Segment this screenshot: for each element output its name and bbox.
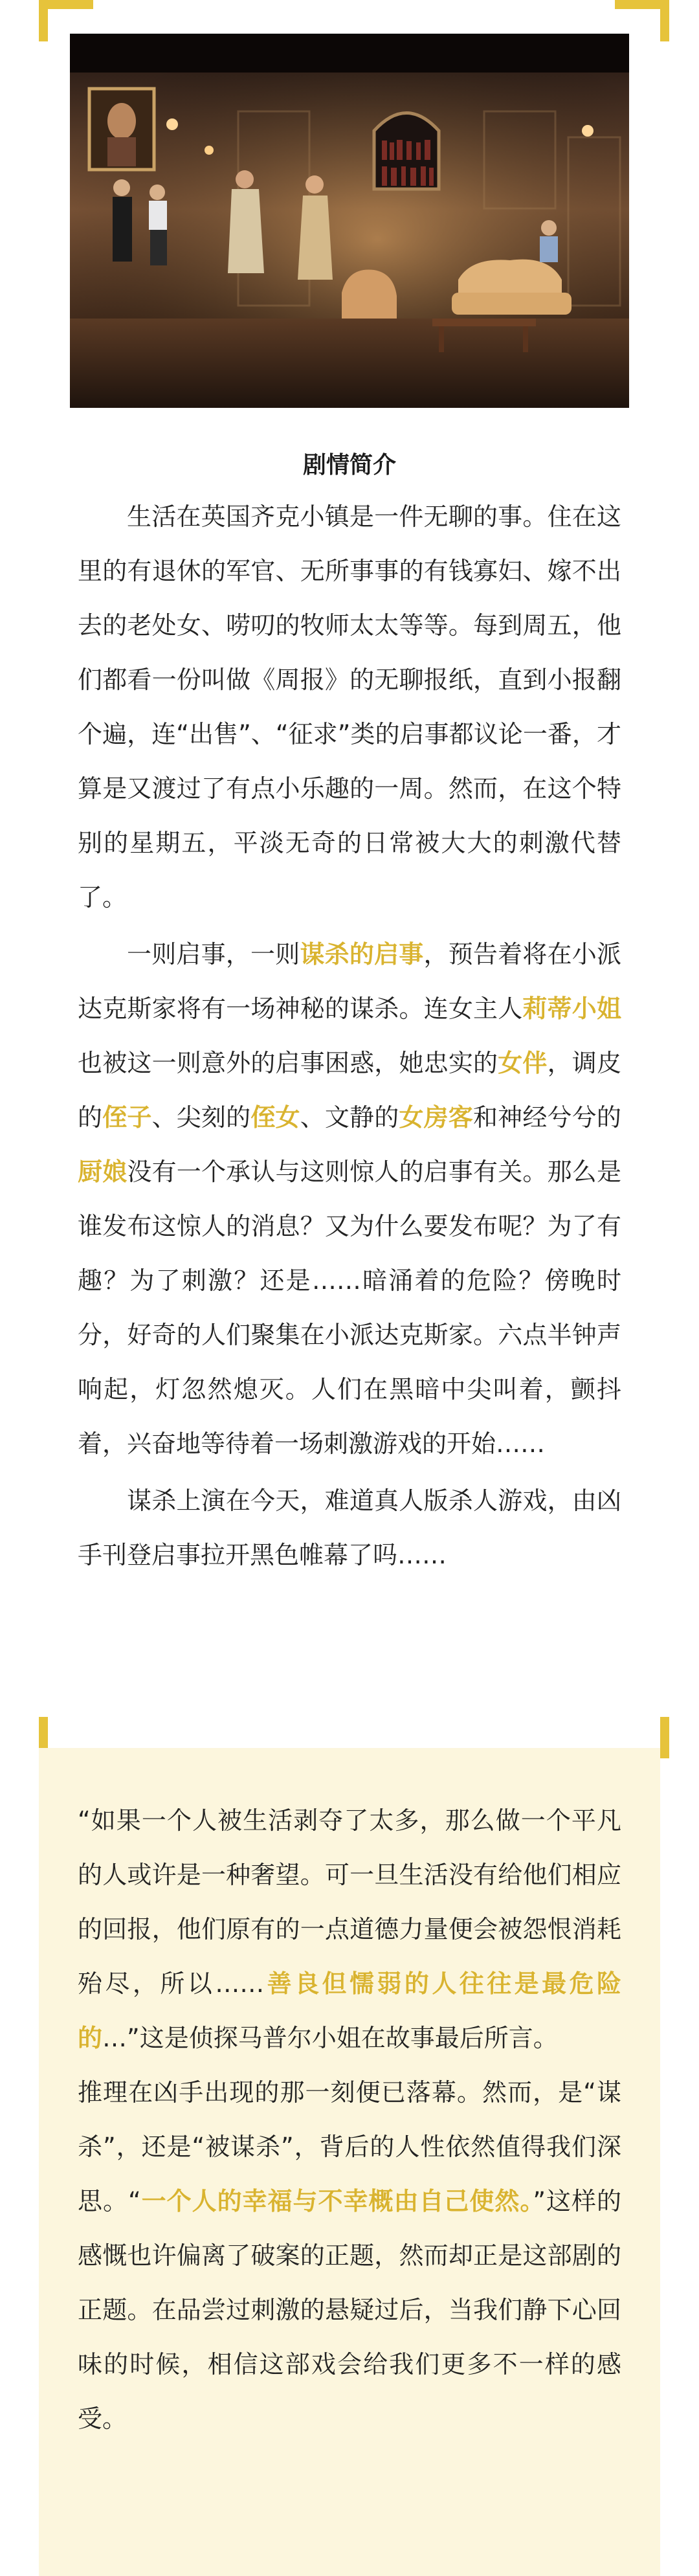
text-run: 没有一个承认与这则惊人的启事有关。那么是谁发布这惊人的消息？又为什么要发布呢？为了有趣？为了刺激？还是……暗涌着的危险？傍晚时分，好奇的人们聚集在小派达克斯家。六点半钟声响起，灯忽然熄灭。人们在黑暗中尖叫着，颤抖着，兴奋地等待着一场刺激游戏的开始…… xyxy=(78,1158,621,1458)
text-run: 和神经兮兮的 xyxy=(473,1103,621,1132)
synopsis-paragraph-3: 谋杀上演在今天，难道真人版杀人游戏，由凶手刊登启事拉开黑色帷幕了吗…… xyxy=(78,1486,621,1569)
section-heading: 剧情简介 xyxy=(302,452,396,478)
text-run: 一则启事，一则 xyxy=(127,940,300,969)
highlight-run: 厨娘 xyxy=(78,1158,128,1186)
text-run: 推理在凶手出现的那一刻便已落幕。然而，是“谋杀”，还是“被谋杀”，背后的人性依然值得我们深思。“ xyxy=(78,2078,621,2215)
synopsis-text xyxy=(78,489,621,1582)
highlight-run: 女伴 xyxy=(498,1049,548,1077)
highlight-run: 侄子 xyxy=(102,1103,152,1132)
review-text xyxy=(78,1793,621,2446)
text-run: …”这是侦探马普尔小姐在故事最后所言。 xyxy=(102,2024,558,2052)
text-run: 、尖刻的 xyxy=(151,1103,251,1132)
highlight-run: 善良但懦弱的人往往是最危险的 xyxy=(78,1969,621,2052)
text-run: 、文静的 xyxy=(300,1103,399,1132)
stage-photo xyxy=(70,34,629,408)
review-paragraph-2 xyxy=(78,2065,621,2446)
text-run: “如果一个人被生活剥夺了太多，那么做一个平凡的人或许是一种奢望。可一旦生活没有给他们相应的回报，他们原有的一点道德力量便会被怨恨消耗殆尽，所以…… xyxy=(78,1806,621,1998)
text-run: 也被这一则意外的启事困惑，她忠实的 xyxy=(78,1049,498,1077)
text-run: ，调皮的 xyxy=(78,1049,621,1132)
highlight-run: 一个人的幸福与不幸概由自己使然。 xyxy=(140,2187,533,2215)
stage-scene-illustration xyxy=(70,34,629,408)
highlight-run: 谋杀的启事 xyxy=(300,940,424,969)
text-run: ，预告着将在小派达克斯家将有一场神秘的谋杀。连女主人 xyxy=(78,940,621,1023)
highlight-run: 莉蒂小姐 xyxy=(522,994,621,1023)
highlight-run: 侄女 xyxy=(250,1103,300,1132)
synopsis-paragraph-2 xyxy=(78,927,621,1471)
text-run: ”这样的感慨也许偏离了破案的正题，然而却正是这部剧的正题。在品尝过刺激的悬疑过后，当我们静下心回味的时候，相信这部戏会给我们更多不一样的感受。 xyxy=(78,2187,621,2433)
highlight-run: 女房客 xyxy=(399,1103,473,1132)
review-paragraph-1 xyxy=(78,1793,621,2065)
synopsis-paragraph-1: 生活在英国齐克小镇是一件无聊的事。住在这里的有退休的军官、无所事事的有钱寡妇、嫁不出去的老处女、唠叨的牧师太太等等。每到周五，他们都看一份叫做《周报》的无聊报纸，直到小报翻个遍，连“出售”、“征求”类的启事都议论一番，才算是又渡过了有点小乐趣的一周。然而，在这个特别的星期五，平淡无奇的日常被大大的刺激代替了。 xyxy=(78,502,621,912)
